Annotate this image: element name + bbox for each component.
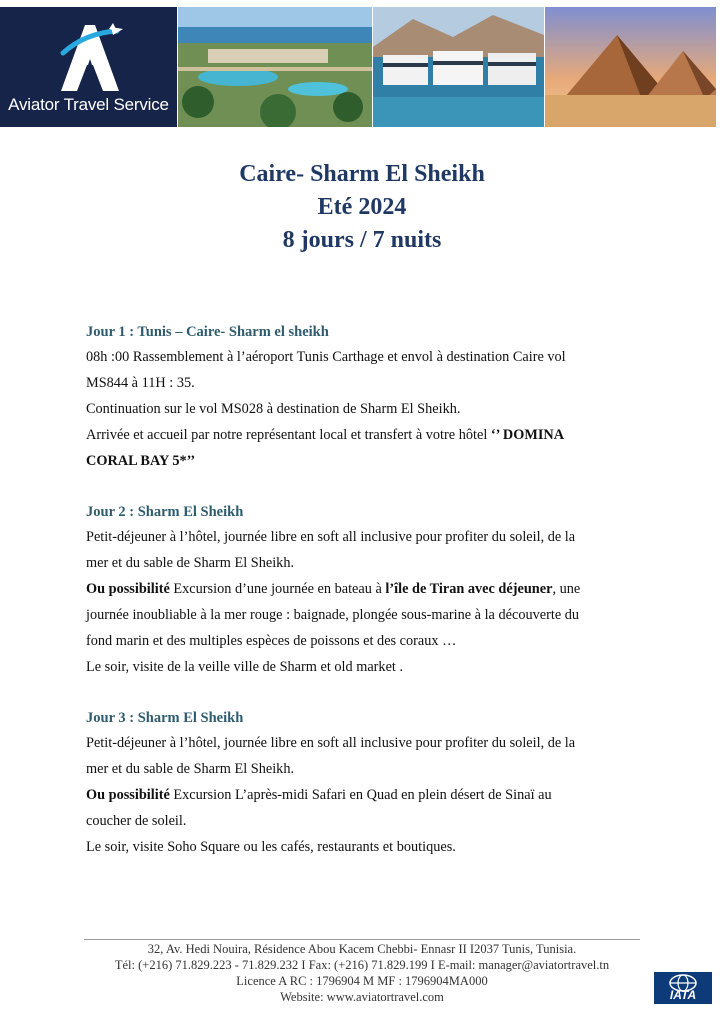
day2-text: , une	[552, 581, 581, 597]
boats-photo	[373, 7, 544, 127]
day1-line: Continuation sur le vol MS028 à destination de Sharm El Sheikh.	[86, 401, 461, 417]
day1-line	[86, 427, 564, 444]
day1-heading: Jour 1 : Tunis – Caire- Sharm el sheikh	[86, 324, 329, 340]
aviator-logo-icon	[55, 13, 125, 93]
option-label: Ou possibilité	[86, 581, 170, 597]
day3-line: coucher de soleil.	[86, 813, 187, 829]
footer-address: 32, Av. Hedi Nouira, Résidence Abou Kacem Chebbi- Ennasr II I2037 Tunis, Tunisia.	[147, 942, 577, 956]
day3-line: Petit-déjeuner à l’hôtel, journée libre en soft all inclusive pour profiter du soleil, de la	[86, 735, 576, 751]
excursion-highlight: l’île de Tiran avec déjeuner	[385, 581, 553, 597]
day3-line: mer et du sable de Sharm El Sheikh.	[86, 761, 295, 777]
day2-heading: Jour 2 : Sharm El Sheikh	[86, 504, 244, 520]
option-label: Ou possibilité	[86, 787, 170, 803]
day3-line: Le soir, visite Soho Square ou les cafés, restaurants et boutiques.	[86, 839, 456, 855]
resort-photo	[178, 7, 372, 127]
footer-licence: Licence A RC : 1796904 M MF : 1796904MA000	[236, 974, 488, 988]
iata-label: IATA	[669, 988, 697, 1002]
day2-line: Le soir, visite de la veille ville de Sharm et old market .	[86, 659, 404, 675]
footer-contact: Tél: (+216) 71.829.223 - 71.829.232 I Fax: (+216) 71.829.199 I E-mail: manager@aviatortravel.tn	[114, 958, 610, 972]
iata-logo	[654, 972, 712, 1004]
day1-line: MS844 à 11H : 35.	[86, 375, 195, 391]
footer-website[interactable]: Website: www.aviatortravel.com	[280, 990, 444, 1004]
day1-text: Arrivée et accueil par notre représentant local et transfert à votre hôtel	[86, 427, 491, 443]
header-banner	[0, 7, 716, 127]
day3-heading: Jour 3 : Sharm El Sheikh	[86, 710, 244, 726]
day3-line	[86, 787, 552, 804]
day2-text: Excursion d’une journée en bateau à	[169, 581, 386, 597]
hotel-name: ‘’ DOMINA	[490, 427, 565, 443]
company-name: Aviator Travel Service	[8, 95, 169, 114]
pyramids-photo	[545, 7, 716, 127]
day2-line	[86, 581, 580, 598]
company-logo	[0, 7, 177, 127]
day3-text: Excursion L’après-midi Safari en Quad en plein désert de Sinaï au	[169, 787, 552, 803]
title-season: Eté 2024	[317, 194, 407, 220]
title-duration: 8 jours / 7 nuits	[282, 227, 442, 253]
day1-line: 08h :00 Rassemblement à l’aéroport Tunis Carthage et envol à destination Caire vol	[86, 349, 566, 365]
day2-line: Petit-déjeuner à l’hôtel, journée libre en soft all inclusive pour profiter du soleil, de la	[86, 529, 576, 545]
hotel-name-rating: CORAL BAY 5*’’	[86, 453, 196, 469]
day1-line	[86, 453, 195, 470]
day2-line: fond marin et des multiples espèces de poissons et des coraux …	[86, 633, 457, 649]
footer-divider	[84, 939, 640, 940]
day2-line: journée inoubliable à la mer rouge : baignade, plongée sous-marine à la découverte du	[86, 607, 580, 623]
day2-line: mer et du sable de Sharm El Sheikh.	[86, 555, 295, 571]
title-destination: Caire- Sharm El Sheikh	[239, 161, 485, 187]
